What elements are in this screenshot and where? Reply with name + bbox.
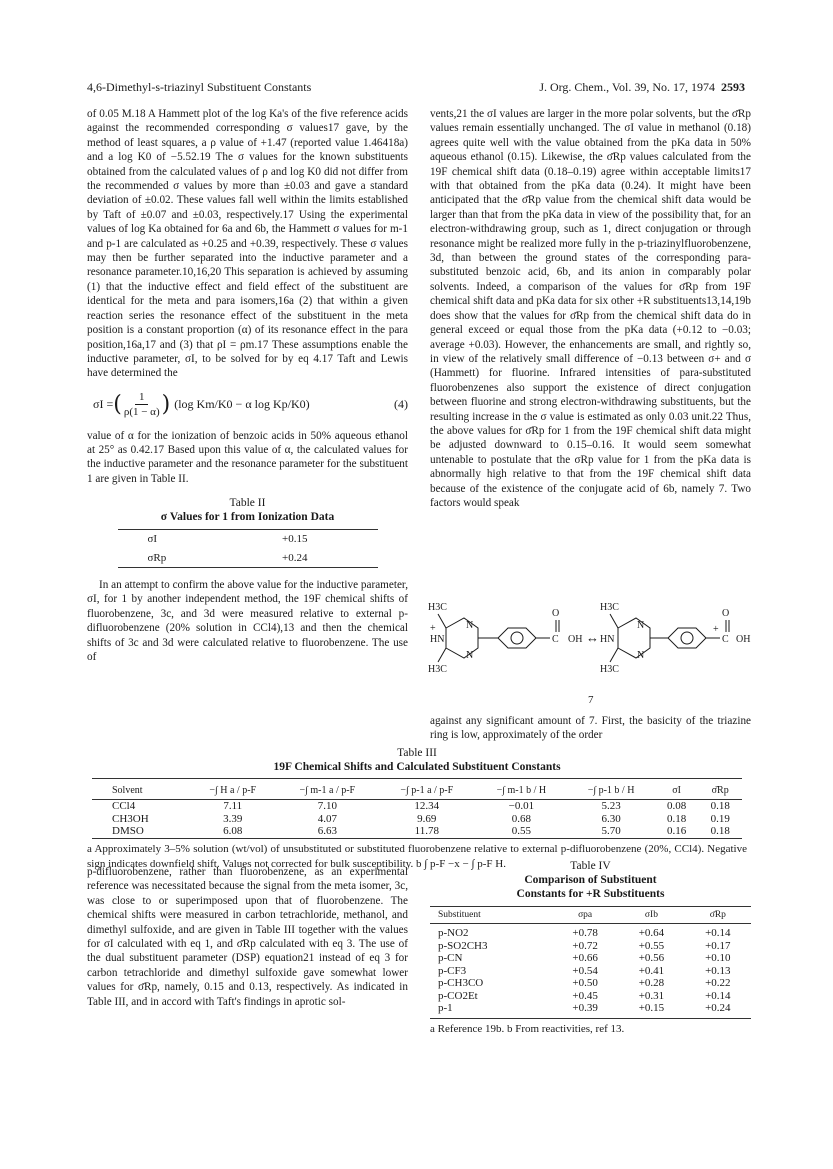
table-cell: +0.22: [705, 977, 731, 989]
equation-lhs: σI =: [93, 397, 114, 412]
table-3-header: −∫ p-1 b / H: [587, 785, 635, 796]
table-4-header: σpa: [578, 910, 593, 920]
table-3-caption: [87, 746, 747, 774]
table-4-footnote: a Reference 19b. b From reactivities, ref 13.: [430, 1022, 625, 1035]
table-cell: +0.14: [705, 989, 731, 1002]
table-cell: 0.18: [666, 812, 687, 825]
ring-nh: HN: [430, 634, 445, 645]
methyl-group-top-right: H3C: [600, 602, 619, 613]
table-4: [430, 906, 751, 1019]
table-cell: 7.10: [317, 800, 337, 812]
table-2-title: Table II: [229, 497, 266, 510]
table-cell: +0.24: [705, 1002, 731, 1014]
table-row: [430, 924, 751, 940]
left-paragraph-1: of 0.05 M.18 A Hammett plot of the log Ka's of the five reference acids against the recommended corresponding σ values17 gave, by the method of least squares, a ρ value of +1.47 (reported value 1.46418a) and a log K0 of −5.52.19 The σ values for the known substituents obtained from the calculated values of ρ and log K0 did not differ from the recommended σ values by more than ±0.03 and gave a standard deviation of ±0.02. These values fall well within the limits established by Taft of ±0.07 and ±0.03, respectively.17 Using the experimental values of log Ka obtained for 6a and 6b, the Hammett σ values for m-1 and p-1 are calculated as +0.25 and +0.39, respectively. These σ values may then be further separated into the inductive parameter and a resonance parameter.10,16,20 This separation is achieved by assuming (1) that the inductive effect and field effect of the substituent are identical for the meta and para isomers,16a (2) that within a given reaction series the resonance effect of the substituent in the meta position is a constant proportion (α) of its resonance effect in the para position,16a,17 and (3) that ρI = ρm.17 These assumptions enable the inductive parameter, σI, to be solved for by eq 4.17 Taft and Lewis have determined the: [87, 108, 408, 380]
table-cell: +0.31: [638, 989, 665, 1002]
table-2-caption: [87, 496, 408, 524]
table-cell: +0.72: [572, 939, 598, 952]
table-cell: 7.11: [223, 800, 243, 812]
left-column: [87, 107, 408, 664]
benzene-aromatic-left: [511, 632, 523, 644]
benzene-ring-right: [668, 628, 706, 648]
equation-fraction: [124, 390, 160, 420]
carboxyl-carbon: C: [552, 634, 559, 645]
table-cell: 0.16: [666, 825, 687, 837]
table-row: [430, 977, 751, 990]
table-3-header: σI: [672, 785, 681, 796]
equation-numerator: 1: [135, 390, 149, 405]
benzene-aromatic-right: [681, 632, 693, 644]
left-column-bottom: [87, 865, 408, 1009]
right-column: [430, 107, 751, 510]
table-4-title: Table IV: [570, 860, 611, 872]
table-cell: DMSO: [112, 825, 144, 837]
table-cell: 3.39: [223, 812, 243, 825]
structure-label: 7: [588, 694, 594, 706]
right-paragraph-1: vents,21 the σI values are larger in the more polar solvents, but the σ̄Rp values remain essentially unchanged. The σI value in methanol (0.18) agrees quite well with the value obtained from the pKa data in 50% aqueous ethanol (0.15). Likewise, the σ̄Rp values calculated from the 19F chemical shift data (0.18–0.19) agree within acceptable limits17 with that obtained from the pKa data (0.24). It might have been anticipated that the σ̄Rp value from the chemical shift data would be larger than that from the pKa data in view of the possibility that, for an electron-withdrawing group, such as 1, direct conjugation or through resonance might be realized more fully in the p-triazinylfluorobenzene, 3d, than between the ground states of the corresponding para-substituted benzoic acid, 6b, and its anion in comparably polar solvents. Indeed, a comparison of the values for σ̄Rp from 19F chemical shift data and pKa data for six other +R substituents13,14,19b does show that the values for σ̄Rp from the chemical shift data do in general exceed or equal those from the pKa data (+0.12 to −0.03; average +0.03). However, the enhancements are small, and rightly so, in view of the relatively small difference of −0.13 between σ+ and σ (Hammett) for fluorine. Infrared intensities of para-substituted fluorobenzenes also support the existence of direct conjugation between fluorine and strong electron-withdrawing substituents, but the resulting increase in the σ value is estimated as only 0.03 unit.22 Thus, the above values for σ̄Rp for 1 from the 19F chemical shift data might be adjusted downward to 0.15–0.16. It would seem somewhat untenable to postulate that the σRp value for 1 from the pKa data is abnormally high relative to that from the 19F chemical shift data because of the existence of the conjugate acid of 6b, namely 7. Two factors would speak: [430, 108, 751, 509]
table-row: [118, 549, 378, 568]
table-cell: +0.41: [638, 964, 665, 977]
table-cell: +0.64: [638, 927, 665, 939]
table-4-header: Substituent: [438, 910, 481, 920]
table-row: [430, 990, 751, 1003]
table-row: [430, 940, 751, 953]
table-3-subtitle: 19F Chemical Shifts and Calculated Substituent Constants: [273, 761, 561, 773]
table-cell: 0.08: [666, 800, 687, 812]
table-cell: +0.10: [705, 952, 731, 964]
equation-rhs: (log Km/K0 − α log Kp/K0): [174, 397, 310, 412]
structure-7-diagram: [428, 600, 758, 690]
ring-nh: HN: [600, 634, 615, 645]
benzene-ring-left: [498, 628, 536, 648]
table-cell: 6.30: [601, 812, 621, 825]
table-cell: 6.08: [223, 825, 243, 837]
table-cell: 0.18: [710, 825, 730, 837]
table-cell: +0.66: [572, 952, 598, 964]
table-cell: CH3OH: [112, 812, 149, 825]
table-cell: −0.01: [508, 800, 535, 812]
table-3-title: Table III: [397, 747, 437, 759]
table-header-row: [430, 907, 751, 924]
equation-denominator: ρ(1 − α): [123, 406, 160, 419]
table-cell: 11.78: [414, 825, 439, 837]
table-4-caption: [430, 859, 751, 901]
table-3: [92, 778, 742, 839]
table-cell: +0.14: [705, 927, 731, 939]
table-cell: 0.55: [511, 825, 531, 837]
ring-nitrogen: N: [637, 650, 645, 661]
carboxyl-carbon: C: [722, 634, 729, 645]
table-row: [92, 800, 742, 813]
equation-4: [93, 390, 408, 420]
table-cell: p-CN: [438, 952, 463, 964]
table-cell: p-1: [438, 1002, 453, 1014]
table-cell: 5.23: [601, 800, 621, 812]
hydroxyl-group: OH: [568, 634, 583, 645]
table-3-header: −∫ m-1 b / H: [496, 785, 547, 796]
hydroxyl-group: OH: [736, 634, 751, 645]
resonance-arrow: ↔: [586, 630, 599, 645]
table-cell: 9.69: [417, 812, 437, 825]
table-row: [92, 813, 742, 826]
methyl-group-bottom-left: H3C: [428, 664, 447, 675]
table-cell: 0.19: [710, 812, 730, 825]
table-3-header: −∫ H a / p-F: [209, 785, 257, 796]
table-header-row: [92, 779, 742, 800]
table-4-header: σ̄Rp: [709, 910, 726, 920]
left-paragraph-2: value of α for the ionization of benzoic acids in 50% aqueous ethanol at 25° as 0.42.17 Based upon this value of α, the calculated values for the inductive parameter and the resonance parameter for the substituent 1 are given in Table II.: [87, 429, 408, 485]
table-3-header: σ̄Rp: [711, 785, 729, 796]
table-cell: p-NO2: [438, 927, 469, 939]
table-4-subtitle-1: Comparison of Substituent: [524, 874, 657, 886]
table-row: [92, 825, 742, 838]
carbonyl-oxygen: O: [552, 608, 560, 619]
table-cell: CCl4: [112, 800, 136, 812]
ring-nitrogen: N: [466, 620, 474, 631]
table-cell: p-CF3: [438, 964, 467, 977]
left-paragraph-3: In an attempt to confirm the above value for the inductive parameter, σI, for 1 by another independent method, the 19F chemical shifts of fluorobenzene, 3c, and 3d were measured relative to external p-difluorobenzene (20% solution in CCl4),13 and then the chemical shifts of 3c and 3d were calculated relative to fluorobenzene. The use of: [87, 578, 408, 663]
equation-label: (4): [394, 397, 408, 412]
table-3-header: Solvent: [112, 785, 143, 796]
table-cell: +0.17: [705, 939, 731, 952]
charge-plus: +: [713, 624, 719, 635]
table-2: [118, 529, 378, 568]
ring-nitrogen: N: [466, 650, 474, 661]
table-cell: p-SO2CH3: [438, 939, 488, 952]
table-cell: +0.28: [638, 977, 665, 989]
table-2-param: σRp: [147, 551, 167, 564]
table-cell: 0.18: [710, 800, 730, 812]
methyl-group-bottom-right: H3C: [600, 664, 619, 675]
journal-citation: J. Org. Chem., Vol. 39, No. 17, 1974: [539, 80, 715, 94]
table-2-param: σI: [147, 533, 158, 546]
right-column-continuation: [430, 714, 751, 743]
table-3-header: −∫ m-1 a / p-F: [299, 785, 356, 796]
table-4-subtitle-2: Constants for +R Substituents: [516, 888, 665, 900]
table-cell: +0.78: [572, 927, 598, 939]
table-cell: +0.45: [572, 989, 598, 1002]
table-4-header: σIb: [644, 910, 658, 920]
table-cell: 4.07: [317, 812, 337, 825]
table-cell: +0.50: [572, 977, 598, 989]
table-row: [430, 965, 751, 978]
running-header-journal: [539, 80, 745, 95]
carbonyl-oxygen: O: [722, 608, 730, 619]
table-row: [118, 530, 378, 549]
table-cell: +0.39: [572, 1002, 598, 1014]
methyl-group-top-left: H3C: [428, 602, 447, 613]
triazine-ring-right: [618, 618, 650, 658]
table-cell: 6.63: [317, 825, 337, 837]
ring-nitrogen: N: [637, 620, 645, 631]
table-cell: p-CO2Et: [438, 989, 478, 1002]
table-cell: +0.15: [638, 1002, 665, 1014]
page-number: 2593: [721, 80, 745, 94]
table-cell: 5.70: [601, 825, 621, 837]
table-2-value: +0.15: [282, 533, 308, 546]
table-row: [430, 1002, 751, 1018]
table-3-block: [87, 746, 747, 872]
table-4-block: [430, 859, 751, 1037]
table-3-header: −∫ p-1 a / p-F: [400, 785, 454, 796]
table-2-value: +0.24: [282, 551, 308, 564]
equation-close-paren: ): [161, 391, 171, 417]
table-cell: +0.56: [638, 952, 665, 964]
running-header-title: 4,6-Dimethyl-s-triazinyl Substituent Constants: [87, 80, 312, 94]
table-cell: +0.13: [705, 964, 731, 977]
table-3-footnote: a Approximately 3–5% solution (wt/vol) of unsubstituted or substituted fluorobenzene relative to external p-difluorobenzene (20%, CCl4). Negative sign indicates downfield shift. Values not corrected for bulk susceptibility. b ∫ p-F −x − ∫ p-F H.: [87, 842, 747, 870]
table-row: [430, 952, 751, 965]
table-cell: +0.55: [638, 939, 665, 952]
charge-plus: +: [430, 623, 436, 634]
table-2-subtitle: σ Values for 1 from Ionization Data: [160, 511, 335, 524]
right-paragraph-2: against any significant amount of 7. First, the basicity of the triazine ring is low, approximately of the order: [430, 715, 751, 742]
table-cell: p-CH3CO: [438, 977, 484, 989]
equation-open-paren: (: [113, 391, 122, 417]
table-cell: +0.54: [572, 964, 598, 977]
table-cell: 12.34: [414, 800, 440, 812]
left-bottom-paragraph: p-difluorobenzene, rather than fluorobenzene, as an experimental reference was necessitated because the signal from the meta isomer, 3c, was close to or superimposed upon that of fluorobenzene. The chemical shifts were measured in carbon tetrachloride, methanol, and dimethyl sulfoxide, and are given in Table III together with the values for σI calculated with eq 1, and σ̄Rp calculated with eq 3. The use of the dual substituent parameter (DSP) equation21 instead of eq 3 for carbon tetrachloride and dimethyl sulfoxide gave somewhat lower values for σ̄Rp, namely, 0.15 and 0.13, respectively. As indicated in Table III, and in accord with Taft's findings in aprotic sol-: [87, 866, 408, 1008]
table-cell: 0.68: [511, 812, 531, 825]
